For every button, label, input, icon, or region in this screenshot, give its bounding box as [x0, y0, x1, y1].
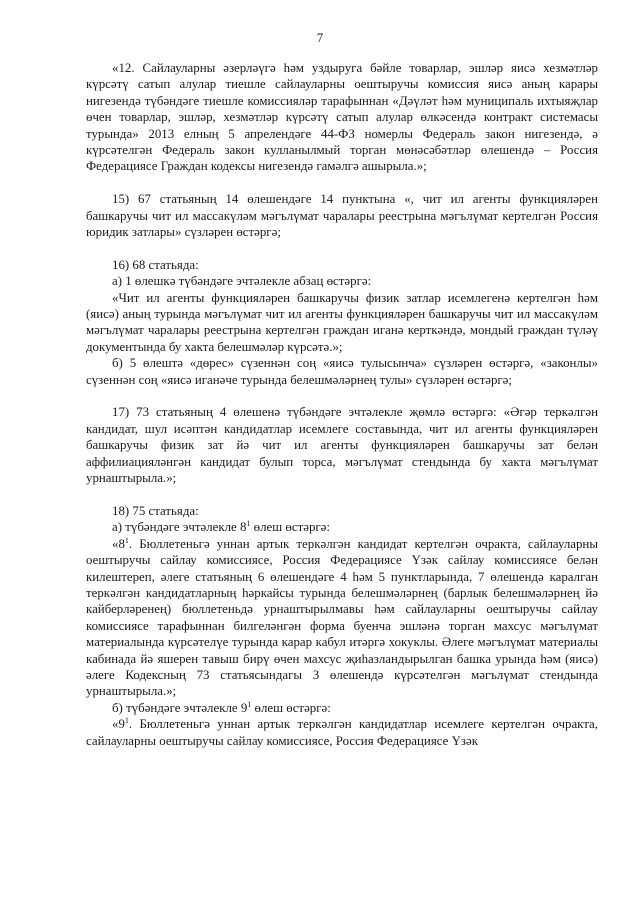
- paragraph-18a-quote: [86, 536, 598, 700]
- paragraph-18b-quote: [86, 716, 598, 749]
- superscript: 1: [124, 535, 129, 545]
- paragraph-16a: а) 1 өлешкә түбәндәге эчтәлекле абзац өстәргә:: [112, 274, 372, 289]
- text-run: өлеш өстәргә:: [251, 700, 331, 715]
- text-run: «9: [112, 717, 125, 732]
- text-run: . Бюллетеньгә уннан артык теркәлгән кандидатлар исемлеге кертелгән очракта, сайлауларны оештыручы сайлау комиссиясе, Россия Федерациясе Үзәк: [86, 717, 598, 748]
- paragraph-18b: [86, 700, 598, 716]
- text-run: «8: [112, 536, 125, 551]
- paragraph-16a-quote: «Чит ил агенты функцияләрен башкаручы физик затлар исемлегенә кертелгән һәм (яисә) аның турында мәгълүмат чит ил агенты функцияләрен башкаручы чит ил массакүләм мәгълүмат чаралары реестрына кертелгән граждан иганә керткәндә, мондый граждан түләү документында бу хакта белешмәләр күрсәтә.»;: [86, 290, 598, 354]
- text-run: өлеш өстәргә:: [250, 520, 330, 535]
- paragraph-12: «12. Сайлауларны әзерләүгә һәм уздыруга бәйле товарлар, эшләр яисә хезмәтләр күрсәтү сатып алулар тиешле сайлауларны оештыручы комиссия яисә аның карары нигезендә түбәндәге тиешле комиссияләр тарафыннан «Дәүләт һәм муниципаль ихтыяҗлар өчен товарлар, эшләр, хезмәтләр күрсәтү сатып алулар өлкәсендә контракт системасы турында» 2013 елның 5 апрелендәге 44-ФЗ номерлы Федераль закон нигезендә, ә күрсәтелгән Федераль закон кулланылмый торган мөнәсәбәтләр өлешендә – Россия Федерациясе Граждан кодексы нигезендә гамәлгә ашырыла.»;: [86, 61, 598, 174]
- text-run: . Бюллетеньгә уннан артык теркәлгән кандидат кертелгән очракта, сайлауларны оештыручы сайлау комиссиясе, Россия Федерациясе Үзәк сайлау комиссиясе белән килештереп, әлеге статьяның 6 өлешендәге 4 һәм 5 пунктларында, 7 өлешендә каралган теркәлгән кандидатларның һәркайсы турында белешмәләрнең (барлык белешмәләрнең йә кайберләренең) бюллетеньдә урнаштырылмавы һәм сайлауларны оештыручы сайлау комиссиясе тарафыннан билгеләнгән форма буенча эшләнә торган махсус мәгълүмат материалында күрсәтелүе турында карар кабул итәргә хокуклы. Әлеге мәгълүмат материалы кабинада йә яшерен тавыш бирү өчен махсус җиһазландырылган башка урында һәм (яисә) әлеге Кодексның 73 статьясындагы 3 өлешендә күрсәтелгән мәгълүмат стендында урнаштырыла.»;: [86, 536, 598, 699]
- paragraph-16b: б) 5 өлештә «дөрес» сүзеннән соң «яисә тулысынча» сүзләрен өстәргә, «законлы» сүзеннән соң «яисә иганәче турында белешмәләрнең тулы» сүзләрен өстәргә;: [86, 356, 598, 387]
- document-body: [86, 60, 598, 749]
- paragraph-16: 16) 68 статьяда:: [112, 257, 199, 272]
- text-run: б) түбәндәге эчтәлекле 9: [112, 700, 248, 715]
- paragraph-17: 17) 73 статьяның 4 өлешенә түбәндәге эчтәлекле җөмлә өстәргә: «Әгәр теркәлгән кандидат, шул исәптән кандидатлар исемлеге составында, чит ил агенты функцияләрен башкаручы физик зат йә чит ил агенты функцияләрен башкаручы зат белән аффилиацияләнгән кандидат булып торса, мәгълүмат стендында бу хакта мәгълүмат урнаштырыла.»;: [86, 405, 598, 486]
- paragraph-18: 18) 75 статьяда:: [112, 503, 199, 518]
- paragraph-18a: [86, 519, 598, 535]
- superscript: 1: [246, 519, 251, 529]
- page-number: 7: [316, 30, 324, 45]
- superscript: 1: [124, 716, 129, 726]
- paragraph-15: 15) 67 статьяның 14 өлешендәге 14 пунктына «, чит ил агенты функцияләрен башкаручы чит ил массакүләм мәгълүмат чаралары реестрына мәгълүмат кертелгән Россия юридик затлары» сүзләрен өстәргә;: [86, 192, 598, 240]
- superscript: 1: [247, 699, 252, 709]
- text-run: а) түбәндәге эчтәлекле 8: [112, 520, 247, 535]
